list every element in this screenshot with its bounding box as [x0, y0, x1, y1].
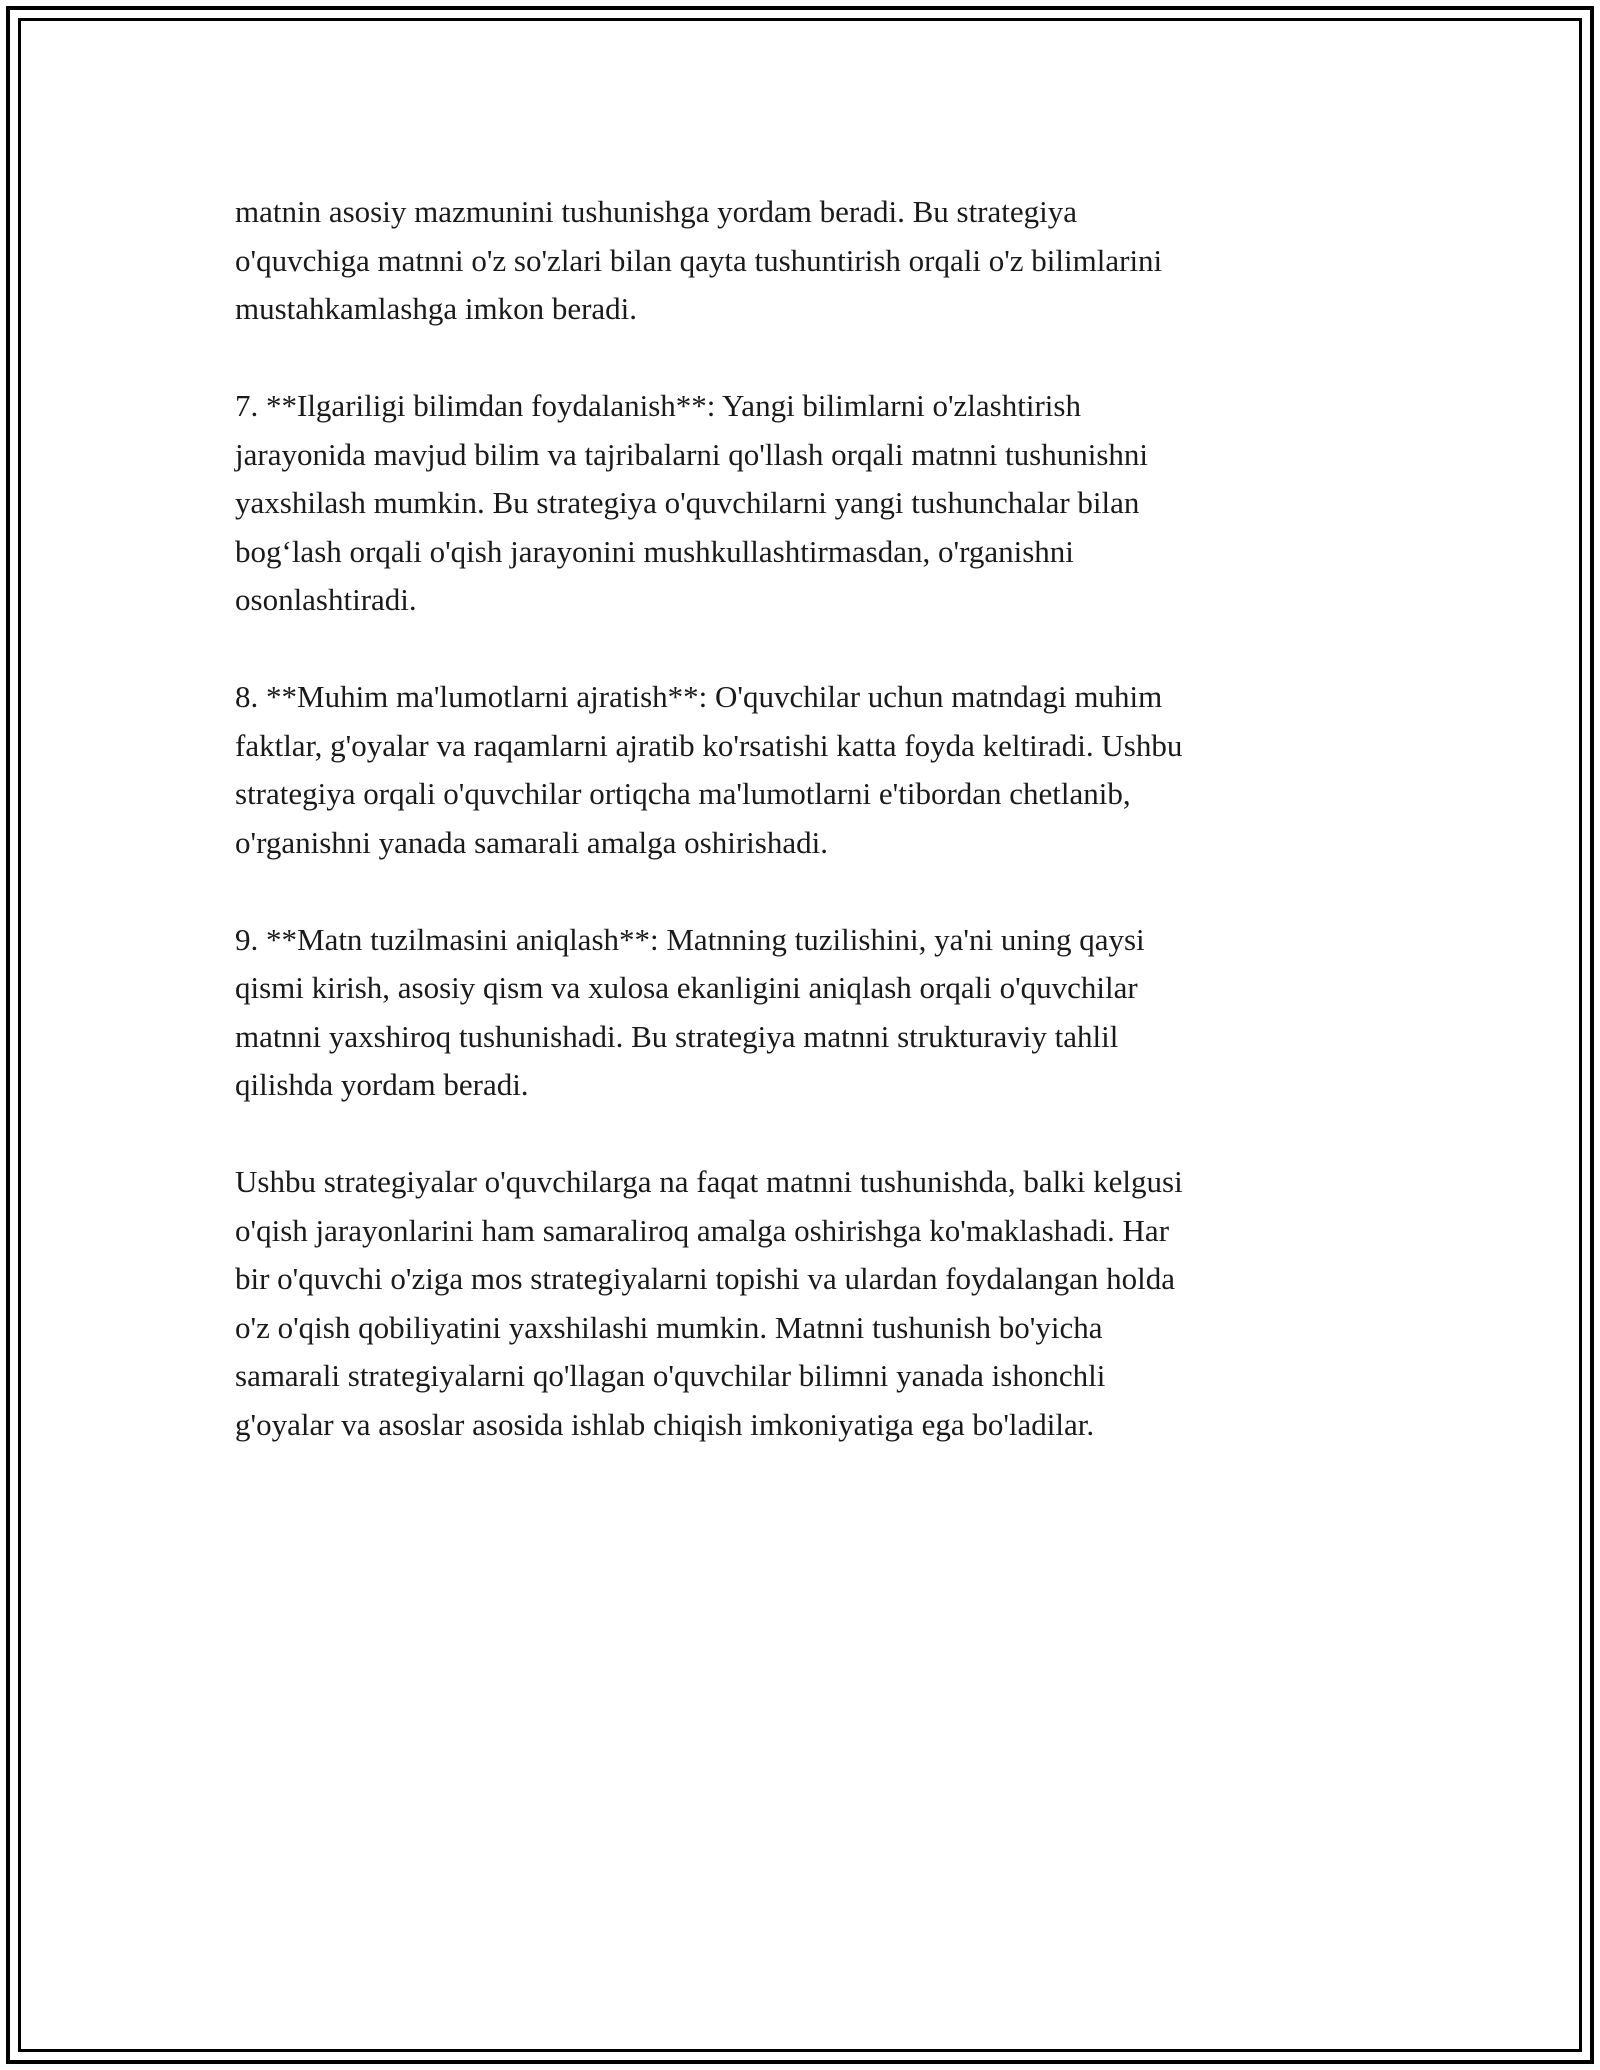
paragraph-continuation: matnin asosiy mazmunini tushunishga yordam beradi. Bu strategiya o'quvchiga matnni o'z so'zlari bilan qayta tushuntirish orqali o'z bilimlarini mustahkamlashga imkon beradi.: [235, 194, 1163, 326]
document-body: [235, 188, 1375, 1498]
paragraph-item-8: 8. **Muhim ma'lumotlarni ajratish**: O'quvchilar uchun matndagi muhim faktlar, g'oyalar va raqamlarni ajratib ko'rsatishi katta foyda keltiradi. Ushbu strategiya orqali o'quvchilar ortiqcha ma'lumotlarni e'tibordan chetlanib, o'rganishni yanada samarali amalga oshirishadi.: [235, 679, 1183, 860]
paragraph-conclusion: Ushbu strategiyalar o'quvchilarga na faqat matnni tushunishda, balki kelgusi o'qish jarayonlarini ham samaraliroq amalga oshirishga ko'maklashadi. Har bir o'quvchi o'ziga mos strategiyalarni topishi va ulardan foydalangan holda o'z o'qish qobiliyatini yaxshilashi mumkin. Matnni tushunish bo'yicha samarali strategiyalarni qo'llagan o'quvchilar bilimni yanada ishonchli g'oyalar va asoslar asosida ishlab chiqish imkoniyatiga ega bo'ladilar.: [235, 1164, 1183, 1442]
paragraph-item-9: 9. **Matn tuzilmasini aniqlash**: Matnning tuzilishini, ya'ni uning qaysi qismi kirish, asosiy qism va xulosa ekanligini aniqlash orqali o'quvchilar matnni yaxshiroq tushunishadi. Bu strategiya matnni strukturaviy tahlil qilishda yordam beradi.: [235, 921, 1145, 1102]
paragraph-item-7: 7. **Ilgariligi bilimdan foydalanish**: Yangi bilimlarni o'zlashtirish jarayonida mavjud bilim va tajribalarni qo'llash orqali matnni tushunishni yaxshilash mumkin. Bu strategiya o'quvchilarni yangi tushunchalar bilan bog‘lash orqali o'qish jarayonini mushkullashtirmasdan, o'rganishni osonlashtiradi.: [235, 388, 1149, 617]
